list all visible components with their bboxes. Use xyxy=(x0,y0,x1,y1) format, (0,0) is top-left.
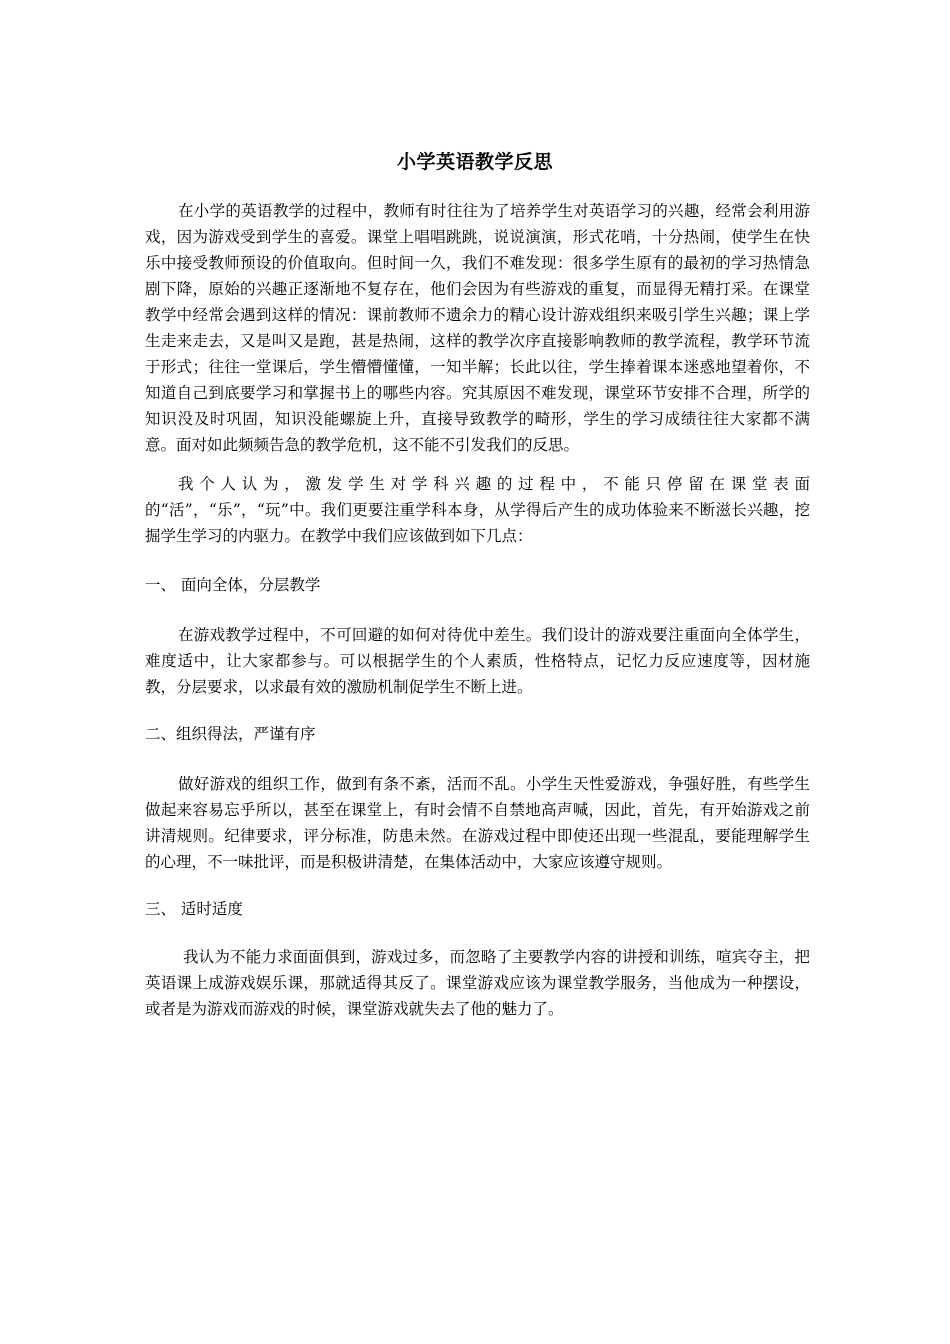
section-heading-2: 二、组织得法，严谨有序 xyxy=(145,725,316,743)
paragraph-opinion: 我个人认为，激发学生对学科兴趣的过程中，不能只停留在课堂表面的“活”，“乐”，“玩”中。我们更要注重学科本身，从学得后产生的成功体验来不断滋长兴趣，挖掘学生学习的内驱力。在教学中我们应该做到如下几点： xyxy=(145,475,810,545)
paragraph-intro: 在小学的英语教学的过程中，教师有时往往为了培养学生对英语学习的兴趣，经常会利用游戏，因为游戏受到学生的喜爱。课堂上唱唱跳跳，说说演演，形式花哨，十分热闹，使学生在快乐中接受教师预设的价值取向。但时间一久，我们不难发现：很多学生原有的最初的学习热情急剧下降，原始的兴趣正逐渐地不复存在，他们会因为有些游戏的重复，而显得无精打采。在课堂教学中经常会遇到这样的情况：课前教师不遗余力的精心设计游戏组织来吸引学生兴趣；课上学生走来走去，又是叫又是跑，甚是热闹，这样的教学次序直接影响教师的教学流程，教学环节流于形式；往往一堂课后，学生懵懵懂懂，一知半解；长此以往，学生捧着课本迷惑地望着你，不知道自己到底要学习和掌握书上的哪些内容。究其原因不难发现，课堂环节安排不合理，所学的知识没及时巩固，知识没能螺旋上升，直接导致教学的畸形，学生的学习成绩往往大家都不满意。面对如此频频告急的教学危机，这不能不引发我们的反思。 xyxy=(145,202,810,454)
section-heading-1: 一、 面向全体，分层教学 xyxy=(145,576,321,594)
paragraph-section-1: 在游戏教学过程中，不可回避的如何对待优中差生。我们设计的游戏要注重面向全体学生，难度适中，让大家都参与。可以根据学生的个人素质，性格特点，记忆力反应速度等，因材施教，分层要求，以求最有效的激励机制促学生不断上进。 xyxy=(145,626,810,696)
paragraph-section-3: 我认为不能力求面面俱到，游戏过多，而忽略了主要教学内容的讲授和训练，喧宾夺主，把英语课上成游戏娱乐课，那就适得其反了。课堂游戏应该为课堂教学服务，当他成为一种摆设，或者是为游戏而游戏的时候，课堂游戏就失去了他的魅力了。 xyxy=(145,948,810,1018)
section-heading-3: 三、 适时适度 xyxy=(145,900,243,918)
paragraph-section-2: 做好游戏的组织工作，做到有条不紊，活而不乱。小学生天性爱游戏，争强好胜，有些学生做起来容易忘乎所以，甚至在课堂上，有时会情不自禁地高声喊，因此，首先，有开始游戏之前讲清规则。纪律要求，评分标准，防患未然。在游戏过程中即使还出现一些混乱，要能理解学生的心理，不一味批评，而是积极讲清楚，在集体活动中，大家应该遵守规则。 xyxy=(145,775,810,871)
document-title: 小学英语教学反思 xyxy=(396,151,553,173)
